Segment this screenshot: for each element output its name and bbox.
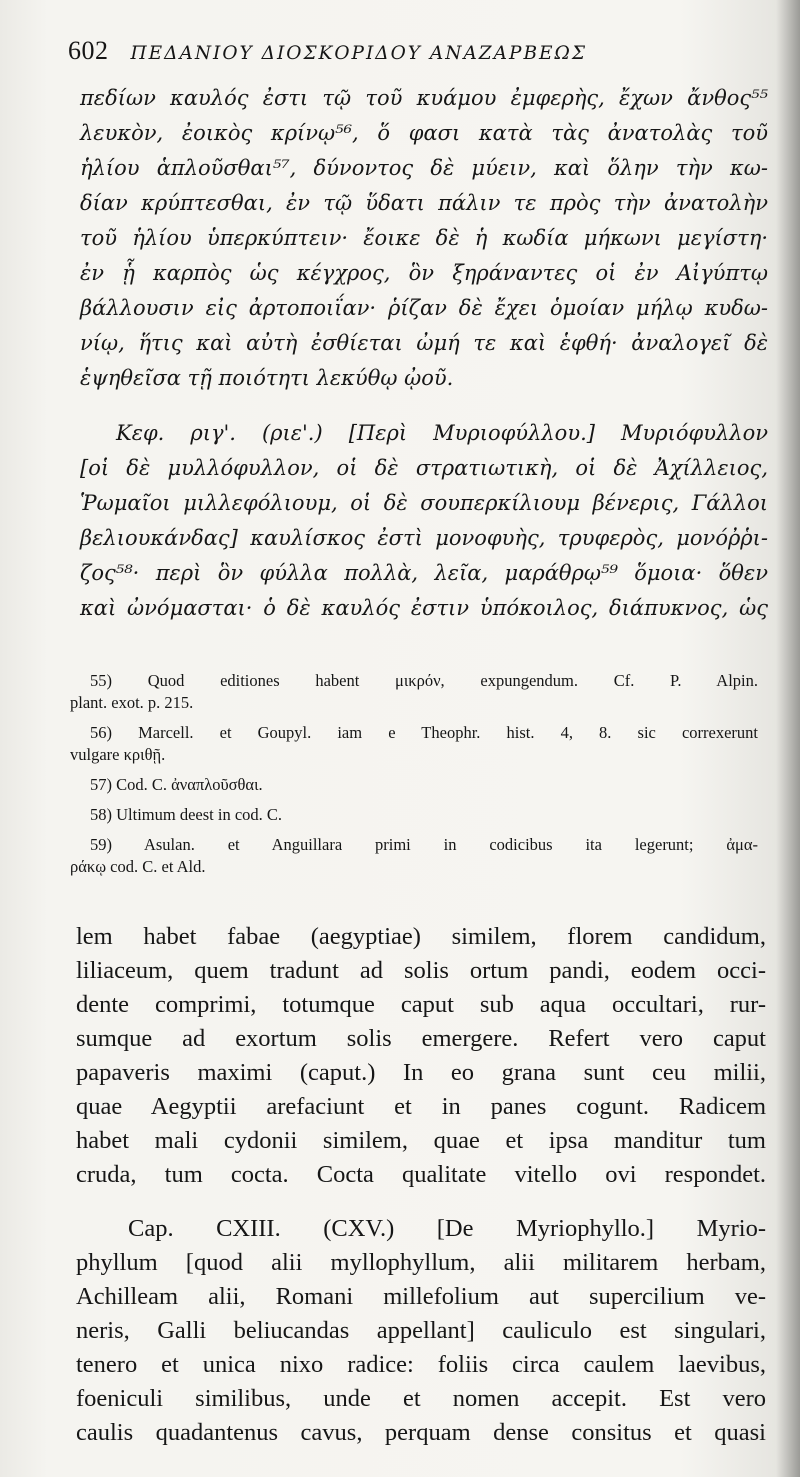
- footnote-line: [70, 744, 310, 766]
- greek-line-text: βελιουκάνδας] καυλίσκος ἐστὶ μονοφυὴς, τρυφερὸς, μονόῤῥι-: [80, 526, 768, 550]
- greek-line: [80, 222, 768, 254]
- latin-line: [76, 1246, 766, 1280]
- latin-line-text: foeniculi similibus, unde et nomen accepit. Est vero: [76, 1385, 766, 1412]
- greek-line: [80, 117, 768, 149]
- latin-line-text: sumque ad exortum solis emergere. Refert vero caput: [76, 1025, 766, 1052]
- footnote-line: [90, 834, 758, 856]
- footnote-text: ράκῳ cod. C. et Ald.: [70, 857, 206, 876]
- greek-line: [80, 557, 768, 589]
- latin-line-text: cruda, tum cocta. Cocta qualitate vitello ovi respondet.: [76, 1161, 766, 1188]
- running-head: ΠΕΔΑΝΙΟΥ ΔΙΟΣΚΟΡΙΔΟΥ ΑΝΑΖΑΡΒΕΩΣ: [130, 43, 587, 64]
- greek-chapter-heading: [116, 417, 768, 449]
- footnote-text: plant. exot. p. 215.: [70, 693, 194, 712]
- footnote-line: [90, 722, 758, 744]
- greek-line-text: λευκὸν, ἐοικὸς κρίνῳ⁵⁶, ὅ φασι κατὰ τὰς ἀνατολὰς τοῦ: [80, 121, 768, 145]
- greek-line: [80, 327, 768, 359]
- latin-line-text: Cap. CXIII. (CXV.) [De Myriophyllo.] Myrio-: [128, 1215, 766, 1242]
- greek-line: [80, 292, 768, 324]
- page-number: 602: [68, 36, 109, 65]
- latin-line-text: caulis quadantenus cavus, perquam dense consitus et quasi: [76, 1419, 766, 1446]
- greek-line-text: πεδίων καυλός ἐστι τῷ τοῦ κυάμου ἐμφερὴς, ἔχων ἄνθος⁵⁵: [80, 86, 768, 110]
- footnote-text: 57) Cod. C. ἀναπλοῦσθαι.: [90, 775, 263, 794]
- greek-line: [80, 592, 768, 624]
- footnote-line: [90, 804, 490, 826]
- latin-chapter-heading: [128, 1212, 766, 1246]
- footnote-line: [90, 670, 758, 692]
- latin-line-text: papaveris maximi (caput.) In eo grana sunt ceu milii,: [76, 1059, 766, 1086]
- latin-line: [76, 1416, 766, 1450]
- greek-line-text: δίαν κρύπτεσθαι, ἐν τῷ ὕδατι πάλιν τε πρὸς τὴν ἀνατολὴν: [80, 191, 768, 215]
- greek-line-text: καὶ ὠνόμασται· ὁ δὲ καυλός ἐστιν ὑπόκοιλος, διάπυκνος, ὡς: [80, 596, 768, 620]
- greek-line: [80, 82, 768, 114]
- footnote-text: 55) Quod editiones habent μικρόν, expungendum. Cf. P. Alpin.: [90, 671, 758, 690]
- latin-line: [76, 1314, 766, 1348]
- latin-line: [76, 1056, 766, 1090]
- latin-line-text: Achilleam alii, Romani millefolium aut supercilium ve-: [76, 1283, 766, 1310]
- latin-line-text: quae Aegyptii arefaciunt et in panes cogunt. Radicem: [76, 1093, 766, 1120]
- latin-line: [76, 1348, 766, 1382]
- footnote-text: vulgare κριθῇ.: [70, 745, 166, 764]
- latin-line-text: neris, Galli beliucandas appellant] cauliculo est singulari,: [76, 1317, 766, 1344]
- latin-line: [76, 988, 766, 1022]
- footnote-text: 58) Ultimum deest in cod. C.: [90, 805, 283, 824]
- latin-line-text: liliaceum, quem tradunt ad solis ortum pandi, eodem occi-: [76, 957, 766, 984]
- greek-line: [80, 522, 768, 554]
- greek-line-text: ἡλίου ἁπλοῦσθαι⁵⁷, δύνοντος δὲ μύειν, καὶ ὅλην τὴν κω-: [80, 156, 768, 180]
- latin-line: [76, 1022, 766, 1056]
- greek-line: [80, 487, 768, 519]
- greek-line-text: ἑψηθεῖσα τῇ ποιότητι λεκύθῳ ᾠοῦ.: [80, 366, 454, 390]
- greek-line: [80, 187, 768, 219]
- latin-line: [76, 1382, 766, 1416]
- footnote-line: [70, 692, 310, 714]
- latin-line: [76, 1158, 766, 1192]
- footnote-line: [90, 774, 490, 796]
- greek-line-text: ἐν ᾗ καρπὸς ὡς κέγχρος, ὃν ξηράναντες οἱ ἐν Αἰγύπτῳ: [80, 261, 768, 285]
- footnote-line: [70, 856, 310, 878]
- greek-line: [80, 257, 768, 289]
- latin-line-text: phyllum [quod alii myllophyllum, alii militarem herbam,: [76, 1249, 766, 1276]
- greek-line-text: τοῦ ἡλίου ὑπερκύπτειν· ἔοικε δὲ ἡ κωδία μήκωνι μεγίστη·: [80, 226, 768, 250]
- greek-line-text: Κεφ. ριγ'. (ριε'.) [Περὶ Μυριοφύλλου.] Μυριόφυλλον: [116, 421, 768, 445]
- greek-line-text: [οἱ δὲ μυλλόφυλλον, οἱ δὲ στρατιωτικὴ, οἱ δὲ Ἀχίλλειος,: [80, 456, 768, 480]
- footnote-text: 56) Marcell. et Goupyl. iam e Theophr. hist. 4, 8. sic correxerunt: [90, 723, 758, 742]
- greek-line-text: Ῥωμαῖοι μιλλεφόλιουμ, οἱ δὲ σουπερκίλιουμ βένερις, Γάλλοι: [80, 491, 768, 515]
- latin-line: [76, 1090, 766, 1124]
- latin-line-text: tenero et unica nixo radice: foliis circa caulem laevibus,: [76, 1351, 766, 1378]
- latin-line: [76, 954, 766, 988]
- greek-line-text: ζος⁵⁸· περὶ ὃν φύλλα πολλὰ, λεῖα, μαράθρῳ⁵⁹ ὅμοια· ὅθεν: [80, 561, 768, 585]
- latin-line-text: lem habet fabae (aegyptiae) similem, florem candidum,: [76, 923, 766, 950]
- greek-line: [80, 452, 768, 484]
- footnote-text: 59) Asulan. et Anguillara primi in codicibus ita legerunt; ἀμα-: [90, 835, 758, 854]
- latin-line-text: habet mali cydonii similem, quae et ipsa manditur tum: [76, 1127, 766, 1154]
- latin-line: [76, 920, 766, 954]
- greek-line-text: βάλλουσιν εἰς ἀρτοποιΐαν· ῥίζαν δὲ ἔχει ὁμοίαν μήλῳ κυδω-: [80, 296, 768, 320]
- greek-line-text: νίῳ, ἥτις καὶ αὐτὴ ἐσθίεται ὠμή τε καὶ ἑφθή· ἀναλογεῖ δὲ: [80, 331, 768, 355]
- greek-line: [80, 152, 768, 184]
- latin-line: [76, 1280, 766, 1314]
- greek-line: [80, 362, 768, 394]
- latin-line-text: dente comprimi, totumque caput sub aqua occultari, rur-: [76, 991, 766, 1018]
- page-header: [68, 36, 758, 76]
- latin-line: [76, 1124, 766, 1158]
